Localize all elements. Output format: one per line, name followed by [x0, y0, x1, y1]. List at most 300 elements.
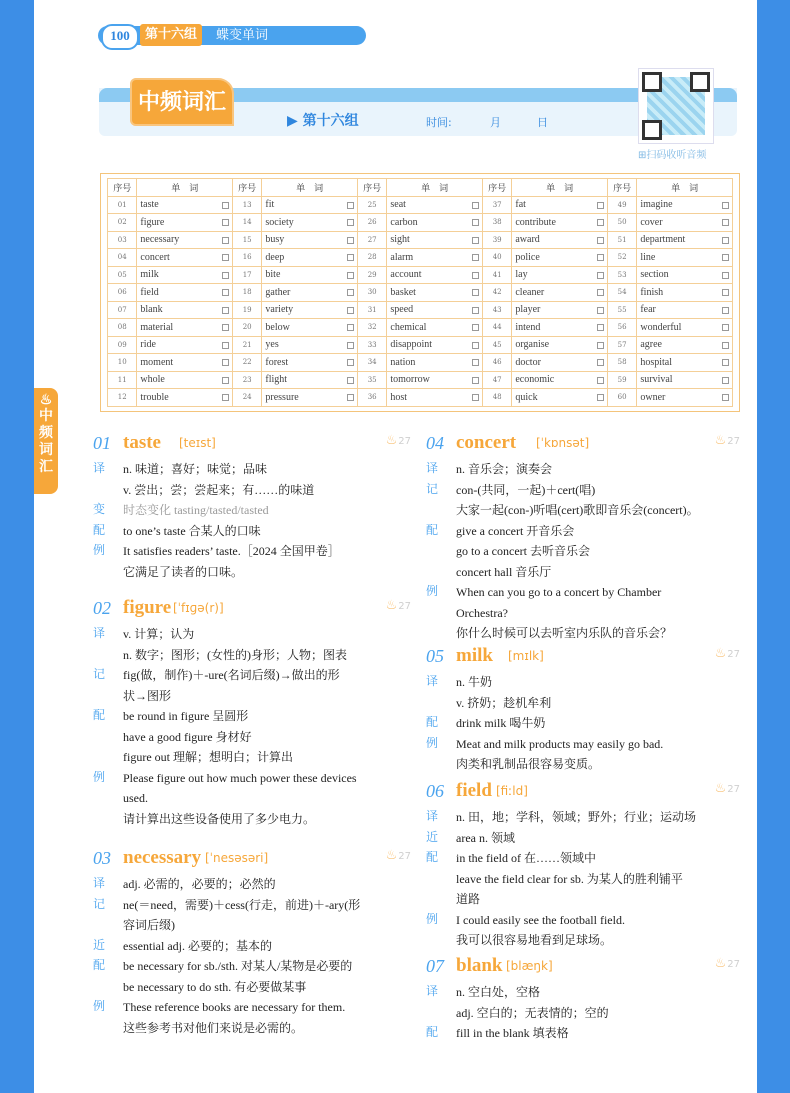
flame-icon: ♨ [714, 956, 727, 971]
table-row [108, 389, 733, 407]
entry-line [426, 562, 740, 583]
line-label: 配 [426, 850, 439, 864]
line-text: go to a concert 去听音乐会 [456, 544, 590, 558]
entry-line [426, 603, 740, 624]
table-row [108, 301, 733, 319]
word-number: 34 [357, 354, 386, 372]
word-number: 37 [482, 196, 511, 214]
line-label: 例 [426, 735, 439, 750]
word-number: 15 [232, 231, 261, 249]
section-subtitle: 蝶变单词 [216, 28, 269, 43]
checkbox[interactable] [722, 289, 729, 296]
line-text: Orchestra? [456, 605, 508, 620]
month-label: 月 [490, 116, 501, 129]
word-number: 49 [607, 196, 636, 214]
word-text: imagine [640, 199, 673, 211]
line-text: adj. 必需的，必要的；必然的 [123, 877, 276, 891]
word-text: deep [265, 251, 285, 263]
entry-header [93, 598, 411, 624]
line-text: 请计算出这些设备使用了多少电力。 [123, 811, 316, 826]
checkbox[interactable] [597, 342, 604, 349]
table-row [108, 284, 733, 302]
group-label: ▶ 第十六组 [287, 113, 359, 129]
entry-header [426, 781, 740, 807]
word-cell [387, 389, 483, 407]
entry-line [426, 713, 740, 734]
entry-line [426, 807, 740, 828]
word-number: 25 [357, 196, 386, 214]
word-number: 53 [607, 266, 636, 284]
word-entry [93, 598, 411, 829]
side-tab-char: 词 [39, 442, 53, 458]
word-cell [512, 354, 608, 372]
checkbox[interactable] [597, 289, 604, 296]
word-text: pressure [265, 391, 299, 403]
word-number: 10 [108, 354, 137, 372]
word-number: 02 [108, 214, 137, 232]
word-number: 51 [607, 231, 636, 249]
word-cell [637, 336, 733, 354]
word-text: line [640, 251, 656, 263]
checkbox[interactable] [597, 394, 604, 401]
word-cell [137, 389, 233, 407]
line-text: 状→图形 [123, 688, 172, 703]
checkbox[interactable] [222, 324, 229, 331]
checkbox[interactable] [722, 324, 729, 331]
checkbox[interactable] [722, 307, 729, 314]
entry-line [426, 1003, 740, 1024]
word-cell [137, 249, 233, 267]
word-cell [262, 371, 358, 389]
checkbox[interactable] [722, 359, 729, 366]
line-label: 配 [93, 708, 106, 722]
word-number: 20 [232, 319, 261, 337]
checkbox[interactable] [222, 377, 229, 384]
checkbox[interactable] [222, 237, 229, 244]
checkbox[interactable] [472, 359, 479, 366]
checkbox[interactable] [347, 324, 354, 331]
checkbox[interactable] [222, 254, 229, 261]
word-cell [512, 319, 608, 337]
line-label: 例 [426, 584, 439, 598]
word-text: alarm [390, 251, 414, 263]
word-cell [387, 284, 483, 302]
entry-line [93, 665, 411, 686]
flame-icon: ♨ [714, 433, 727, 448]
frequency-badge [715, 646, 740, 661]
table-row [108, 319, 733, 337]
word-cell [512, 214, 608, 232]
line-text: in the field of 在……领域中 [456, 851, 596, 865]
word-cell [137, 319, 233, 337]
checkbox[interactable] [722, 377, 729, 384]
checkbox[interactable] [472, 272, 479, 279]
checkbox[interactable] [472, 342, 479, 349]
checkbox[interactable] [222, 202, 229, 209]
word-number: 21 [232, 336, 261, 354]
scan-text: 扫码收听音频 [646, 150, 707, 161]
word-cell [137, 284, 233, 302]
word-text: sight [390, 234, 410, 246]
checkbox[interactable] [472, 307, 479, 314]
frequency-badge [386, 848, 411, 863]
table-row [108, 371, 733, 389]
word-cell [262, 319, 358, 337]
column-header: 单 词 [387, 179, 483, 197]
entry-line [93, 874, 411, 895]
line-text: fig(做，制作)＋-ure(名词后缀)→做出的形 [123, 668, 340, 682]
checkbox[interactable] [722, 342, 729, 349]
word-number: 17 [232, 266, 261, 284]
checkbox[interactable] [222, 307, 229, 314]
line-text: area n. 领域 [456, 830, 515, 845]
frequency-count: 27 [398, 851, 411, 862]
line-text: used. [123, 791, 148, 805]
checkbox[interactable] [597, 219, 604, 226]
checkbox[interactable] [472, 219, 479, 226]
line-text: con-(共同，一起)＋cert(唱) [456, 482, 596, 497]
word-text: survival [640, 374, 673, 386]
word-cell [262, 336, 358, 354]
line-text: ne(＝need，需要)＋cess(行走，前进)＋-ary(形 [123, 897, 361, 912]
frequency-count: 27 [727, 436, 740, 447]
column-header: 序号 [607, 179, 636, 197]
word-number: 57 [607, 336, 636, 354]
checkbox[interactable] [597, 254, 604, 261]
checkbox[interactable] [722, 394, 729, 401]
frequency-badge [715, 433, 740, 448]
checkbox[interactable] [347, 342, 354, 349]
checkbox[interactable] [222, 342, 229, 349]
word-text: doctor [515, 356, 541, 368]
word-cell [387, 336, 483, 354]
checkbox[interactable] [347, 394, 354, 401]
checkbox[interactable] [222, 394, 229, 401]
entry-line [93, 727, 411, 748]
entry-number: 03 [93, 848, 111, 868]
entry-line [426, 828, 740, 849]
word-number: 33 [357, 336, 386, 354]
entry-line [426, 982, 740, 1003]
entry-line [426, 754, 740, 775]
word-text: basket [390, 286, 416, 298]
word-text: award [515, 234, 540, 246]
word-text: necessary [140, 234, 180, 246]
entry-line [426, 541, 740, 562]
word-text: fat [515, 199, 526, 211]
table-row [108, 249, 733, 267]
checkbox[interactable] [597, 237, 604, 244]
entry-word: necessary [123, 847, 202, 868]
word-text: concert [140, 251, 170, 263]
entry-line [426, 500, 740, 521]
checkbox[interactable] [472, 289, 479, 296]
word-text: fear [640, 304, 656, 316]
line-text: be necessary to do sth. 有必要做某事 [123, 979, 307, 994]
line-label: 近 [93, 937, 106, 952]
word-cell [137, 336, 233, 354]
entry-header [426, 646, 740, 672]
word-number: 44 [482, 319, 511, 337]
section-tab: 中频词汇 [130, 78, 234, 126]
word-number: 41 [482, 266, 511, 284]
checkbox[interactable] [222, 219, 229, 226]
word-cell [637, 214, 733, 232]
word-cell [262, 266, 358, 284]
column-header: 序号 [482, 179, 511, 197]
group-tag: 第十六组 [140, 24, 202, 46]
checkbox[interactable] [597, 377, 604, 384]
line-text: be round in figure 呈圆形 [123, 709, 249, 723]
checkbox[interactable] [722, 219, 729, 226]
line-text: 容词后缀) [123, 918, 175, 932]
entry-phonetic: [teɪst] [179, 436, 216, 450]
entry-line [93, 521, 411, 542]
word-cell [637, 371, 733, 389]
word-number: 13 [232, 196, 261, 214]
entry-line [93, 459, 411, 480]
checkbox[interactable] [222, 359, 229, 366]
word-entry [426, 646, 740, 775]
word-number: 03 [108, 231, 137, 249]
column-header: 单 词 [137, 179, 233, 197]
word-number: 43 [482, 301, 511, 319]
entry-line [426, 480, 740, 501]
word-number: 27 [357, 231, 386, 249]
word-cell [262, 301, 358, 319]
word-cell [637, 196, 733, 214]
word-cell [512, 231, 608, 249]
word-cell [262, 231, 358, 249]
line-text: concert hall 音乐厅 [456, 564, 552, 579]
line-text: 它满足了读者的口味。 [123, 564, 244, 579]
word-text: taste [140, 199, 159, 211]
word-number: 22 [232, 354, 261, 372]
word-number: 24 [232, 389, 261, 407]
checkbox[interactable] [347, 237, 354, 244]
checkbox[interactable] [472, 202, 479, 209]
table-row [108, 266, 733, 284]
word-number: 30 [357, 284, 386, 302]
word-cell [637, 231, 733, 249]
checkbox[interactable] [347, 254, 354, 261]
checkbox[interactable] [222, 272, 229, 279]
line-label: 译 [93, 626, 106, 640]
checkbox[interactable] [222, 289, 229, 296]
word-number: 31 [357, 301, 386, 319]
frequency-count: 27 [727, 784, 740, 795]
word-text: chemical [390, 321, 427, 333]
line-text: give a concert 开音乐会 [456, 523, 575, 538]
entry-line [426, 1023, 740, 1044]
line-text: be necessary for sb./sth. 对某人/某物是必要的 [123, 959, 353, 973]
frequency-count: 27 [727, 649, 740, 660]
line-label: 配 [426, 522, 439, 537]
word-cell [137, 196, 233, 214]
checkbox[interactable] [722, 237, 729, 244]
word-cell [512, 301, 608, 319]
word-number: 50 [607, 214, 636, 232]
word-entry [93, 848, 411, 1038]
checkbox[interactable] [347, 377, 354, 384]
word-cell [637, 389, 733, 407]
word-cell [262, 284, 358, 302]
line-label: 配 [426, 715, 439, 729]
word-cell [262, 196, 358, 214]
word-text: player [515, 304, 541, 316]
entry-number: 04 [426, 433, 444, 453]
word-cell [262, 354, 358, 372]
word-text: department [640, 234, 686, 246]
line-text: I could easily see the football field. [456, 912, 625, 927]
table-header-row [108, 179, 733, 197]
line-label: 译 [426, 674, 439, 688]
entry-line [93, 645, 411, 666]
word-cell [512, 249, 608, 267]
word-number: 56 [607, 319, 636, 337]
checkbox[interactable] [472, 377, 479, 384]
word-text: below [265, 321, 290, 333]
page-number: 100 [101, 24, 139, 50]
entry-number: 02 [93, 598, 111, 618]
qr-finder [642, 120, 662, 140]
word-number: 58 [607, 354, 636, 372]
word-cell [512, 284, 608, 302]
line-text: Please figure out how much power these devices [123, 770, 357, 785]
checkbox[interactable] [347, 289, 354, 296]
word-text: cover [640, 216, 663, 228]
word-cell [387, 231, 483, 249]
word-text: quick [515, 391, 538, 403]
word-text: moment [140, 356, 174, 368]
entry-line [426, 889, 740, 910]
word-cell [387, 196, 483, 214]
side-tab-char: 汇 [39, 459, 53, 475]
entry-line [93, 1018, 411, 1039]
checkbox[interactable] [722, 272, 729, 279]
word-text: variety [265, 304, 294, 316]
word-table-frame [100, 173, 740, 412]
checkbox[interactable] [597, 307, 604, 314]
word-text: intend [515, 321, 541, 333]
word-text: economic [515, 374, 555, 386]
word-cell [387, 354, 483, 372]
line-text: 你什么时候可以去听室内乐队的音乐会？ [456, 626, 673, 640]
line-text: 我可以很容易地看到足球场。 [456, 933, 613, 947]
qr-finder [690, 72, 710, 92]
word-text: whole [140, 374, 165, 386]
entry-line [93, 500, 411, 521]
entry-word: concert [456, 432, 517, 453]
entry-number: 05 [426, 646, 444, 666]
entry-line [93, 809, 411, 830]
word-number: 32 [357, 319, 386, 337]
checkbox[interactable] [597, 324, 604, 331]
checkbox[interactable] [472, 237, 479, 244]
word-text: finish [640, 286, 664, 298]
qr-finder [642, 72, 662, 92]
checkbox[interactable] [597, 272, 604, 279]
scan-audio-label [638, 146, 706, 161]
entry-line [93, 768, 411, 789]
word-number: 60 [607, 389, 636, 407]
frequency-badge [386, 598, 411, 613]
word-text: field [140, 286, 159, 298]
word-number: 19 [232, 301, 261, 319]
word-cell [387, 266, 483, 284]
checkbox[interactable] [347, 359, 354, 366]
word-number: 07 [108, 301, 137, 319]
entry-line [426, 672, 740, 693]
entry-line [426, 734, 740, 755]
entry-line [93, 936, 411, 957]
checkbox[interactable] [472, 254, 479, 261]
qr-code[interactable] [638, 68, 714, 144]
checkbox[interactable] [347, 307, 354, 314]
checkbox[interactable] [722, 202, 729, 209]
word-cell [637, 266, 733, 284]
frequency-badge [715, 956, 740, 971]
word-cell [137, 266, 233, 284]
line-label: 译 [426, 809, 439, 823]
frequency-count: 27 [398, 436, 411, 447]
checkbox[interactable] [597, 359, 604, 366]
entry-line [426, 459, 740, 480]
word-cell [387, 319, 483, 337]
checkbox[interactable] [347, 202, 354, 209]
word-number: 52 [607, 249, 636, 267]
entry-header [93, 848, 411, 874]
frequency-badge [386, 433, 411, 448]
word-entry [426, 956, 740, 1044]
word-text: fit [265, 199, 275, 211]
line-label: 例 [93, 543, 106, 557]
checkbox[interactable] [722, 254, 729, 261]
word-text: lay [515, 269, 528, 281]
table-row [108, 196, 733, 214]
entry-phonetic: [blæŋk] [506, 959, 553, 973]
word-number: 55 [607, 301, 636, 319]
checkbox[interactable] [597, 202, 604, 209]
word-cell [387, 214, 483, 232]
word-text: contribute [515, 216, 556, 228]
line-text: n. 味道；喜好；味觉；品味 [123, 462, 268, 476]
line-label: 译 [93, 876, 106, 890]
checkbox[interactable] [472, 324, 479, 331]
checkbox[interactable] [347, 272, 354, 279]
line-text: have a good figure 身材好 [123, 729, 252, 744]
word-number: 12 [108, 389, 137, 407]
word-text: blank [140, 304, 163, 316]
word-entry [426, 781, 740, 951]
word-text: hospital [640, 356, 673, 368]
entry-word: milk [456, 645, 493, 666]
word-number: 11 [108, 371, 137, 389]
word-number: 09 [108, 336, 137, 354]
word-number: 47 [482, 371, 511, 389]
line-text: essential adj. 必要的；基本的 [123, 938, 272, 953]
word-number: 16 [232, 249, 261, 267]
checkbox[interactable] [347, 219, 354, 226]
checkbox[interactable] [472, 394, 479, 401]
audio-icon: ⊞ [638, 150, 647, 161]
word-number: 54 [607, 284, 636, 302]
column-header: 序号 [108, 179, 137, 197]
word-cell [637, 301, 733, 319]
line-text: adj. 空白的；无表情的；空的 [456, 1005, 609, 1020]
line-label: 例 [93, 769, 106, 784]
word-text: owner [640, 391, 666, 403]
